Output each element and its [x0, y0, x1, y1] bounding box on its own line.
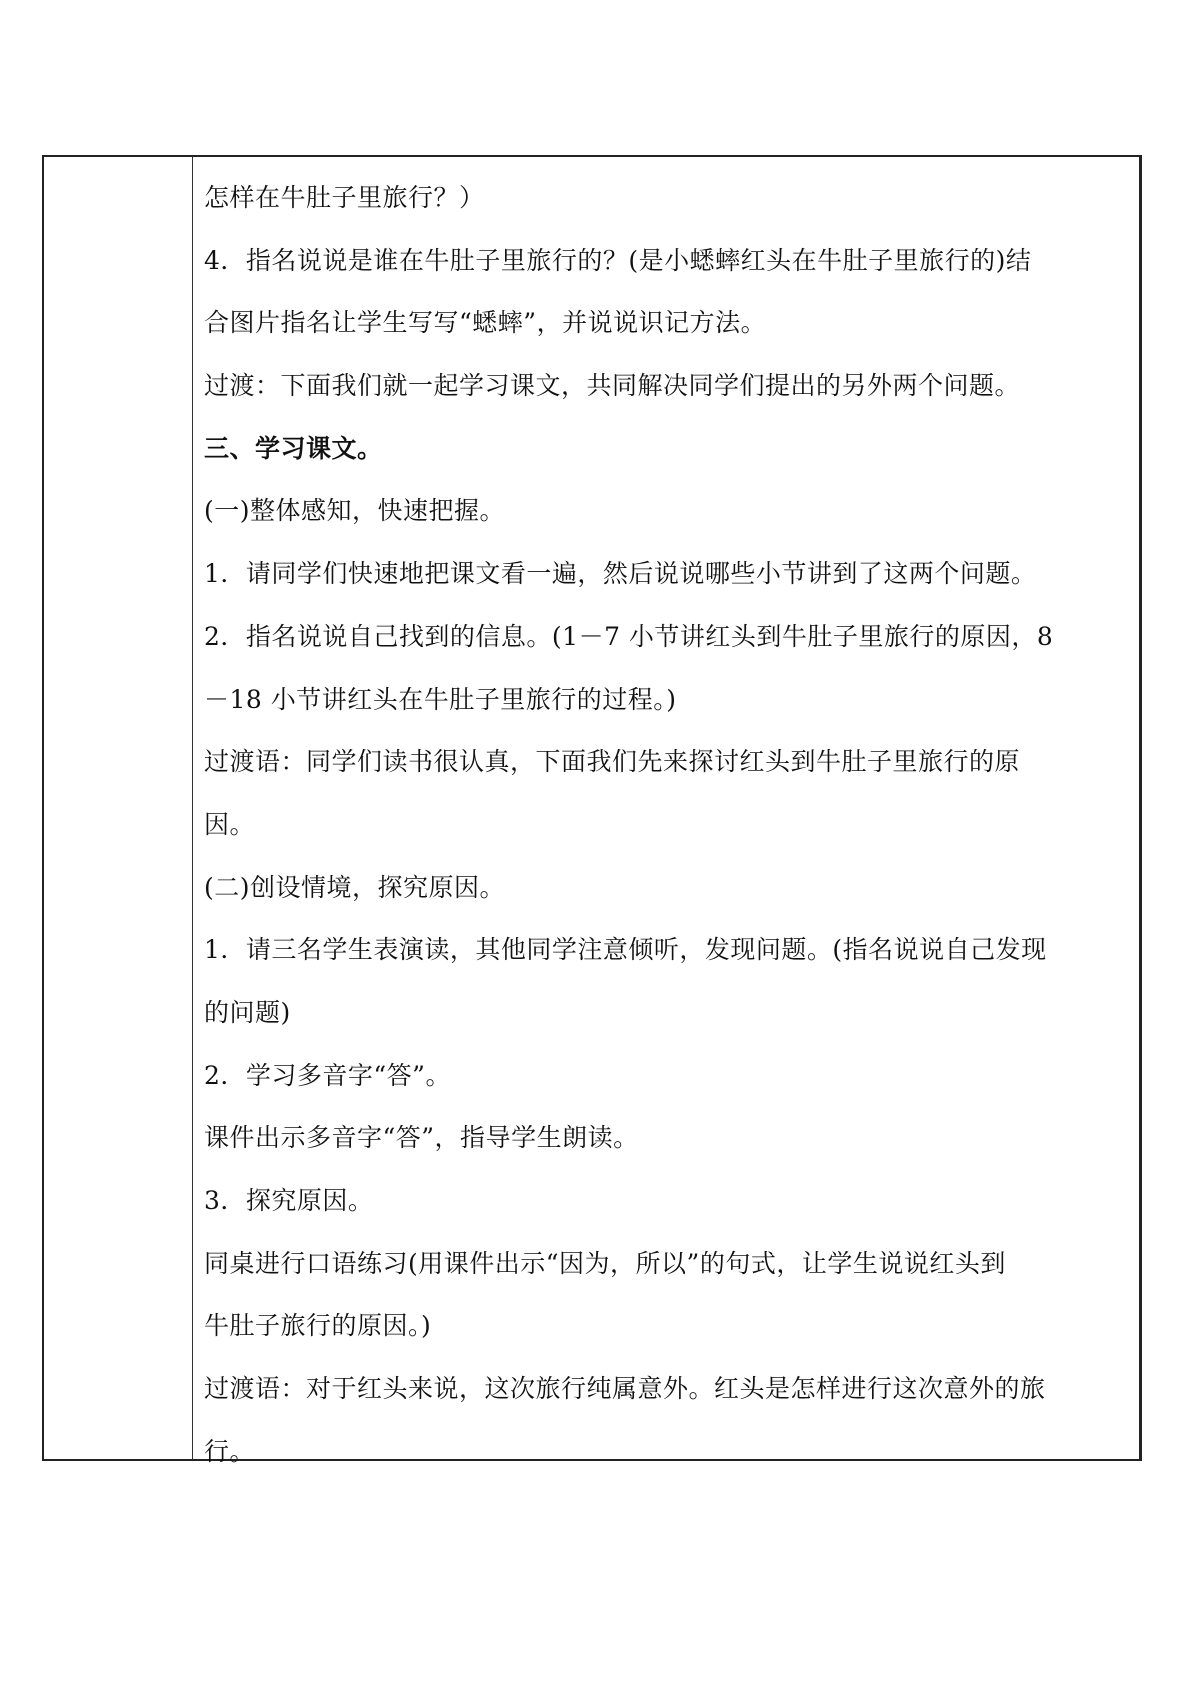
- text-line: 课件出示多音字“答”，指导学生朗读。: [204, 1123, 639, 1153]
- subsection-heading: (二)创设情境，探究原因。: [204, 872, 506, 902]
- text-line: 2．指名说说自己找到的信息。(1－7 小节讲红头到牛肚子里旅行的原因，8: [204, 621, 1054, 651]
- text-line: 怎样在牛肚子里旅行？）: [204, 183, 485, 212]
- text-line: 过渡语：对于红头来说，这次旅行纯属意外。红头是怎样进行这次意外的旅: [204, 1374, 1046, 1404]
- text-line: 的问题): [204, 997, 291, 1027]
- text-line: 同桌进行口语练习(用课件出示“因为，所以”的句式，让学生说说红头到: [204, 1248, 1006, 1278]
- section-heading: 三、学习课文。: [204, 433, 383, 463]
- text-line: 因。: [204, 809, 256, 839]
- text-line: －18 小节讲红头在牛肚子里旅行的过程。): [204, 684, 677, 714]
- text-line: 过渡语：同学们读书很认真，下面我们先来探讨红头到牛肚子里旅行的原: [204, 747, 1021, 777]
- subsection-heading: (一)整体感知，快速把握。: [204, 496, 506, 526]
- text-line: 1．请同学们快速地把课文看一遍，然后说说哪些小节讲到了这两个问题。: [204, 559, 1037, 589]
- text-line: 行。: [204, 1436, 256, 1466]
- text-line: 1．请三名学生表演读，其他同学注意倾听，发现问题。(指名说说自己发现: [204, 935, 1047, 965]
- lesson-content-cell: [194, 157, 1139, 1466]
- lesson-table: [42, 155, 1142, 1466]
- text-line: 过渡：下面我们就一起学习课文，共同解决同学们提出的另外两个问题。: [204, 371, 1021, 401]
- text-line: 3．探究原因。: [204, 1186, 374, 1215]
- text-line: 牛肚子旅行的原因。): [204, 1311, 432, 1341]
- left-empty-cell: [44, 157, 193, 1459]
- text-line: 2．学习多音字“答”。: [204, 1060, 451, 1090]
- text-line: 4．指名说说是谁在牛肚子里旅行的？(是小蟋蟀红头在牛肚子里旅行的)结: [204, 245, 1032, 275]
- text-line: 合图片指名让学生写写“蟋蟀”，并说说识记方法。: [204, 308, 767, 338]
